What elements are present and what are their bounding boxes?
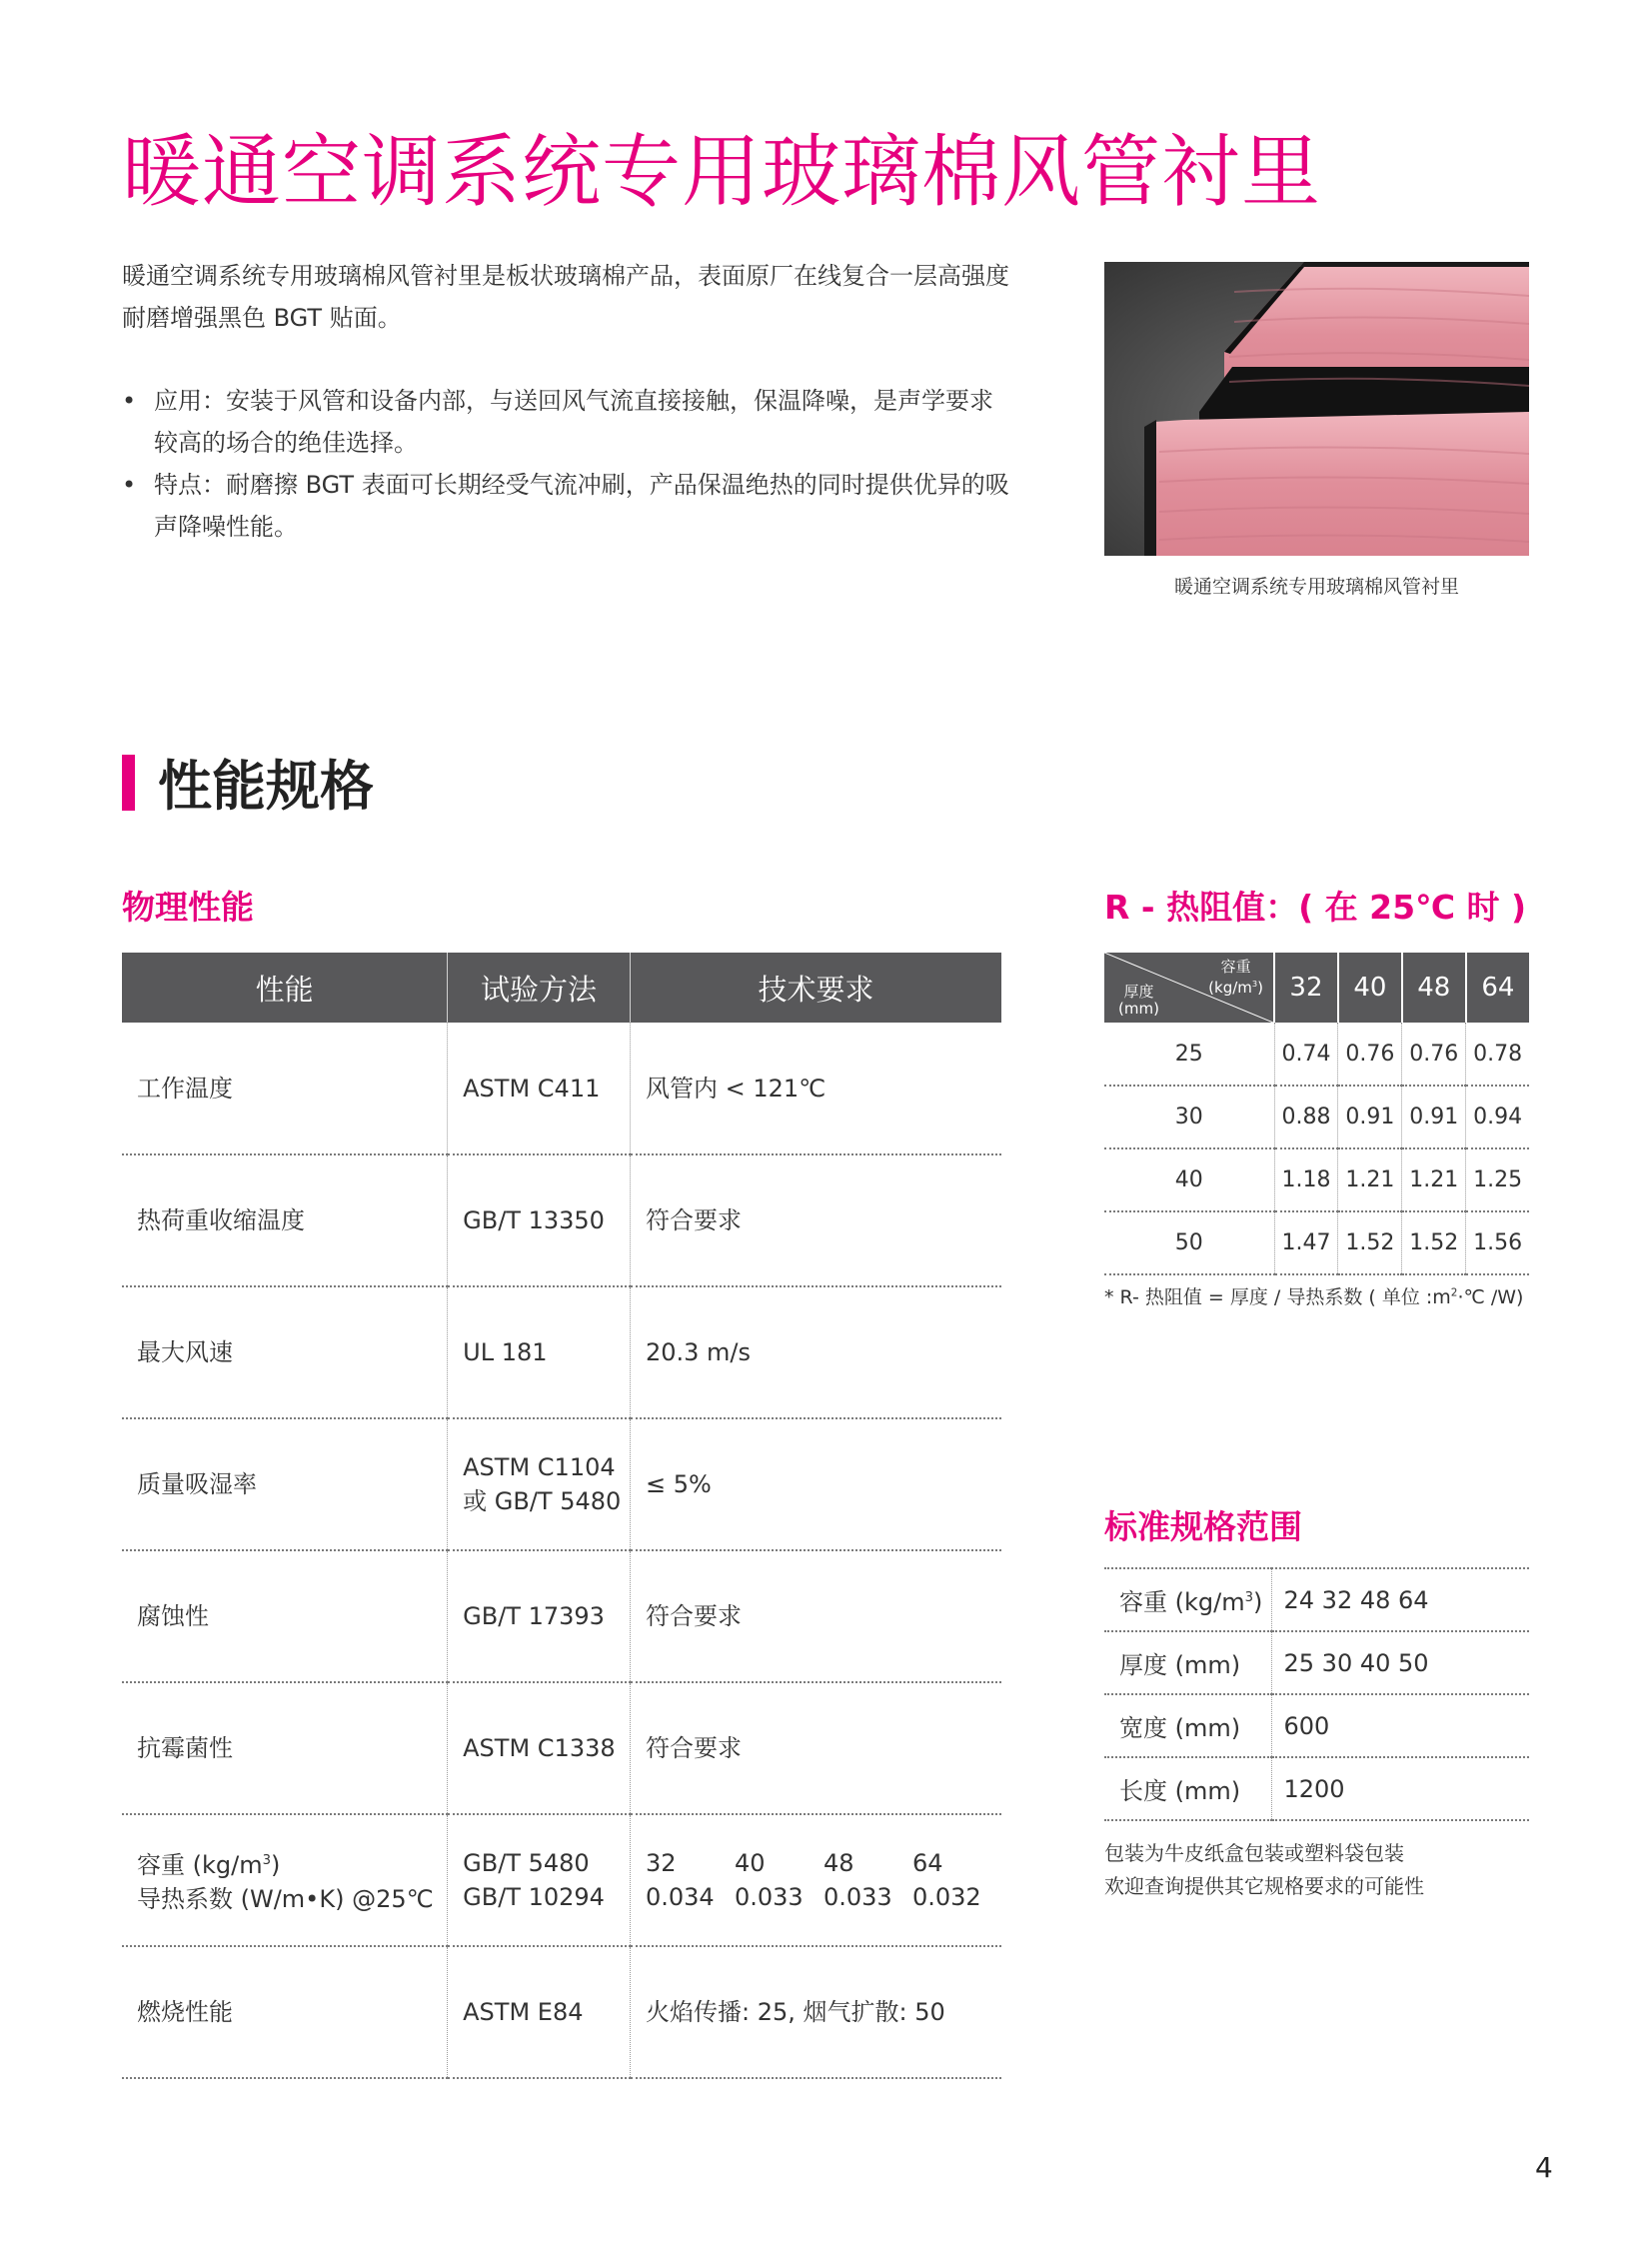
conductivity-values xyxy=(646,1880,1001,1914)
r-value-title: R - 热阻值：( 在 25℃ 时 ) xyxy=(1104,888,1527,927)
spec-value: 24 32 48 64 xyxy=(1271,1568,1529,1631)
list-item xyxy=(122,464,1011,548)
property-cell: 最大风速 xyxy=(122,1286,448,1418)
table-row xyxy=(1104,1023,1529,1086)
superscript: 3 xyxy=(1251,979,1258,989)
conductivity-value: 0.034 xyxy=(645,1883,715,1911)
r-value-cell: 1.18 xyxy=(1274,1148,1338,1211)
density-header: 32 xyxy=(1274,953,1338,1023)
r-value-cell: 1.52 xyxy=(1402,1211,1466,1274)
corner-text: 容重 xyxy=(1220,958,1251,976)
corner-text: (mm) xyxy=(1118,1000,1159,1018)
intro-paragraph: 暖通空调系统专用玻璃棉风管衬里是板状玻璃棉产品，表面原厂在线复合一层高强度耐磨增强黑色 BGT 贴面。 xyxy=(122,262,1009,332)
feature-list xyxy=(122,380,1011,548)
density-header: 40 xyxy=(1338,953,1402,1023)
paren: ) xyxy=(1257,979,1263,997)
density-header: 64 xyxy=(1466,953,1529,1023)
table-row xyxy=(1104,1631,1529,1694)
glass-wool-board-image xyxy=(1104,262,1529,556)
r-value-cell: 0.76 xyxy=(1402,1023,1466,1086)
conductivity-value: 0.033 xyxy=(734,1883,804,1911)
spec-label: 长度 (mm) xyxy=(1104,1757,1271,1820)
page-number: 4 xyxy=(1535,2151,1553,2184)
method-cell: GB/T 17393 xyxy=(448,1550,631,1682)
property-cell xyxy=(122,1814,448,1946)
method-cell: ASTM C411 xyxy=(448,1023,631,1154)
density-value: 64 xyxy=(911,1849,943,1877)
requirement-cell: 风管内 < 121℃ xyxy=(630,1023,1001,1154)
unit: (kg/m xyxy=(1208,979,1252,997)
section-title: 性能规格 xyxy=(158,755,374,818)
corner-header xyxy=(1104,953,1274,1023)
property-cell: 腐蚀性 xyxy=(122,1550,448,1682)
footnote-text: ·℃ /W) xyxy=(1457,1286,1524,1308)
column-header: 试验方法 xyxy=(448,953,631,1023)
method-line: 或 GB/T 5480 xyxy=(463,1487,622,1515)
density-header: 48 xyxy=(1402,953,1466,1023)
superscript: 3 xyxy=(262,1853,271,1868)
spec-label: 厚度 (mm) xyxy=(1104,1631,1271,1694)
r-value-cell: 1.56 xyxy=(1466,1211,1529,1274)
thickness-cell: 30 xyxy=(1104,1086,1274,1148)
section-accent-bar xyxy=(122,755,135,811)
method-cell: ASTM E84 xyxy=(448,1946,631,2078)
density-values xyxy=(646,1846,1001,1880)
superscript: 2 xyxy=(1450,1286,1458,1299)
standard-range-title: 标准规格范围 xyxy=(1104,1507,1302,1546)
property-cell: 热荷重收缩温度 xyxy=(122,1154,448,1286)
table-row xyxy=(1104,1568,1529,1631)
r-value-cell: 0.74 xyxy=(1274,1023,1338,1086)
physical-properties-title: 物理性能 xyxy=(122,888,254,927)
label-text: 容重 (kg/m xyxy=(1119,1588,1245,1616)
packaging-notes xyxy=(1104,1837,1424,1903)
paren: ) xyxy=(1252,1588,1263,1616)
photo-caption: 暖通空调系统专用玻璃棉风管衬里 xyxy=(1173,576,1459,598)
spec-label xyxy=(1104,1568,1271,1631)
corner-text xyxy=(1208,976,1263,997)
table-row xyxy=(122,1682,1001,1814)
bullet-text: 应用：安装于风管和设备内部，与送回风气流直接接触，保温降噪，是声学要求较高的场合的绝佳选择。 xyxy=(154,387,993,457)
requirement-cell: 符合要求 xyxy=(630,1550,1001,1682)
method-cell xyxy=(448,1814,631,1946)
property-line xyxy=(137,1844,447,1882)
table-row xyxy=(122,1154,1001,1286)
conductivity-value: 0.033 xyxy=(823,1883,892,1911)
table-row xyxy=(1104,1757,1529,1820)
thickness-cell: 40 xyxy=(1104,1148,1274,1211)
requirement-cell: 符合要求 xyxy=(630,1682,1001,1814)
conductivity-value: 0.032 xyxy=(911,1883,981,1911)
standard-range-table xyxy=(1104,1567,1529,1821)
footnote-text: * R- 热阻值 = 厚度 / 导热系数 ( 单位 :m xyxy=(1104,1286,1451,1308)
page-title: 暖通空调系统专用玻璃棉风管衬里 xyxy=(122,126,1321,218)
method-cell: UL 181 xyxy=(448,1286,631,1418)
table-row xyxy=(122,1814,1001,1946)
method-cell: ASTM C1338 xyxy=(448,1682,631,1814)
table-row xyxy=(1104,1086,1529,1148)
table-header-row xyxy=(1104,953,1529,1023)
bullet-icon: • xyxy=(122,471,137,499)
table-row xyxy=(1104,1211,1529,1274)
table-row xyxy=(122,1286,1001,1418)
density-label: 容重 (kg/m xyxy=(137,1851,263,1879)
spec-value: 600 xyxy=(1271,1694,1529,1757)
property-line: 导热系数 (W/m•K) @25℃ xyxy=(137,1885,434,1913)
table-row xyxy=(122,1418,1001,1550)
table-row xyxy=(1104,1694,1529,1757)
r-value-table xyxy=(1104,953,1529,1275)
bullet-text: 特点：耐磨擦 BGT 表面可长期经受气流冲刷，产品保温绝热的同时提供优异的吸声降噪性能。 xyxy=(154,471,1009,541)
thickness-cell: 25 xyxy=(1104,1023,1274,1086)
r-value-footnote xyxy=(1104,1282,1523,1309)
property-cell: 抗霉菌性 xyxy=(122,1682,448,1814)
r-value-cell: 1.21 xyxy=(1338,1148,1402,1211)
method-line: GB/T 10294 xyxy=(463,1883,605,1911)
density-value: 40 xyxy=(734,1849,766,1877)
requirement-cell: 火焰传播: 25, 烟气扩散: 50 xyxy=(630,1946,1001,2078)
r-value-cell: 0.88 xyxy=(1274,1086,1338,1148)
density-value: 32 xyxy=(645,1849,677,1877)
density-value: 48 xyxy=(823,1849,854,1877)
requirement-cell: 20.3 m/s xyxy=(630,1286,1001,1418)
property-cell: 质量吸湿率 xyxy=(122,1418,448,1550)
paren: ) xyxy=(270,1851,281,1879)
property-cell: 燃烧性能 xyxy=(122,1946,448,2078)
method-cell xyxy=(448,1418,631,1550)
spec-value: 1200 xyxy=(1271,1757,1529,1820)
product-photo xyxy=(1104,262,1529,556)
table-row xyxy=(1104,1148,1529,1211)
r-value-cell: 0.91 xyxy=(1338,1086,1402,1148)
thickness-cell: 50 xyxy=(1104,1211,1274,1274)
r-value-cell: 1.47 xyxy=(1274,1211,1338,1274)
note-line: 欢迎查询提供其它规格要求的可能性 xyxy=(1104,1874,1424,1898)
r-value-cell: 0.94 xyxy=(1466,1086,1529,1148)
property-cell: 工作温度 xyxy=(122,1023,448,1154)
physical-properties-table xyxy=(122,953,1001,2079)
method-line: ASTM C1104 xyxy=(463,1453,616,1481)
table-row xyxy=(122,1023,1001,1154)
requirement-cell: 符合要求 xyxy=(630,1154,1001,1286)
table-row xyxy=(122,1946,1001,2078)
column-header: 技术要求 xyxy=(630,953,1001,1023)
column-header: 性能 xyxy=(122,953,448,1023)
r-value-cell: 1.25 xyxy=(1466,1148,1529,1211)
method-cell: GB/T 13350 xyxy=(448,1154,631,1286)
r-value-cell: 1.52 xyxy=(1338,1211,1402,1274)
requirement-cell: ≤ 5% xyxy=(630,1418,1001,1550)
table-header-row xyxy=(122,953,1001,1023)
r-value-cell: 0.78 xyxy=(1466,1023,1529,1086)
method-line: GB/T 5480 xyxy=(463,1849,590,1877)
list-item xyxy=(122,380,1011,464)
r-value-cell: 0.76 xyxy=(1338,1023,1402,1086)
corner-density-label xyxy=(1208,959,1263,997)
r-value-cell: 0.91 xyxy=(1402,1086,1466,1148)
r-value-cell: 1.21 xyxy=(1402,1148,1466,1211)
table-row xyxy=(122,1550,1001,1682)
note-line: 包装为牛皮纸盒包装或塑料袋包装 xyxy=(1104,1841,1404,1865)
bullet-icon: • xyxy=(122,387,137,415)
spec-value: 25 30 40 50 xyxy=(1271,1631,1529,1694)
corner-thickness-label xyxy=(1118,984,1159,1018)
spec-label: 宽度 (mm) xyxy=(1104,1694,1271,1757)
corner-text: 厚度 xyxy=(1123,983,1154,1001)
requirement-cell xyxy=(630,1814,1001,1946)
superscript: 3 xyxy=(1244,1590,1253,1605)
